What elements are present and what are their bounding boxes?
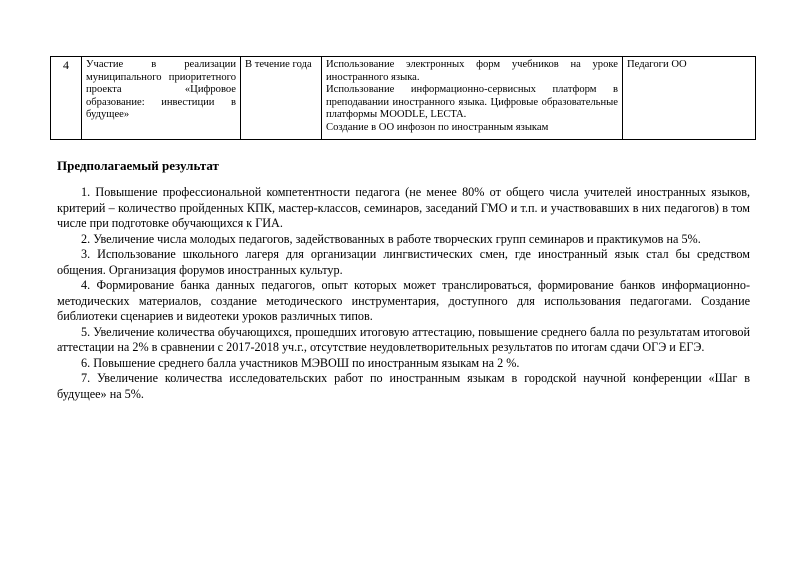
result-item: [57, 371, 750, 402]
content-cell: [322, 57, 623, 140]
responsible-cell: Педагоги ОО: [623, 57, 756, 140]
result-item-text: Повышение профессиональной компетентности педагога (не менее 80% от общего числа учителей иностранных языков, критерий – количество пройденных КПК, мастер-классов, семинаров, заседаний ГМО и т.п. и участвовавших в них педагогов) в том числе при подготовке обучающихся к ГИА.: [57, 185, 751, 230]
result-item: [57, 325, 750, 356]
event-cell: Участие в реализации муниципального приоритетного проекта «Цифровое образование: инвестиции в будущее»: [82, 57, 241, 140]
result-item-text: Увеличение числа молодых педагогов, задействованных в работе творческих групп семинаров и практикумов на 5%.: [93, 231, 701, 246]
content-line-2: Использование информационно-сервисных платформ в преподавании иностранного языка. Цифровые образовательные платформы MOODLE, LECTA.: [326, 84, 618, 120]
result-item: [57, 185, 750, 232]
result-item-text: Использование школьного лагеря для организации лингвистических смен, где иностранный язык стал бы средством общения. Организация форумов иностранных культур.: [57, 247, 750, 277]
result-item: [57, 232, 750, 248]
result-item-text: Увеличение количества исследовательских работ по иностранным языкам в городской научной конференции «Шаг в будущее» на 5%.: [57, 371, 750, 401]
plan-table: [50, 56, 756, 140]
result-item-number: 6.: [81, 355, 91, 370]
result-item: [57, 278, 750, 325]
result-item-number: 5.: [81, 324, 91, 339]
result-item: [57, 356, 750, 372]
result-item-text: Повышение среднего балла участников МЭВОШ по иностранным языкам на 2 %.: [93, 355, 520, 370]
content-line-1: Использование электронных форм учебников на уроке иностранного языка.: [326, 59, 618, 83]
result-item-number: 2.: [81, 231, 91, 246]
content-line-3: Создание в ОО инфозон по иностранным языкам: [326, 121, 549, 133]
row-number-cell: 4: [51, 57, 82, 140]
result-item-number: 1.: [81, 185, 91, 199]
term-cell: В течение года: [241, 57, 322, 140]
result-item-text: Увеличение количества обучающихся, прошедших итоговую аттестацию, повышение среднего балла по результатам итоговой аттестации на 2% в сравнении с 2017-2018 уч.г., отсутствие неудовлетворительных результатов по итогам сдачи ОГЭ и ЕГЭ.: [57, 324, 751, 354]
result-item: [57, 247, 750, 278]
result-item-number: 4.: [81, 278, 91, 292]
result-item-number: 3.: [81, 247, 91, 261]
result-list: [57, 185, 750, 402]
result-item-number: 7.: [81, 371, 91, 385]
table-row: [51, 57, 756, 140]
result-item-text: Формирование банка данных педагогов, опыт которых может транслироваться, формирование банков информационно-методических материалов, создание методического инструментария, доступного для использования педагогами. Создание библиотеки сценариев и видеотеки уроков различных типов.: [57, 278, 751, 323]
section-heading: Предполагаемый результат: [57, 158, 219, 173]
